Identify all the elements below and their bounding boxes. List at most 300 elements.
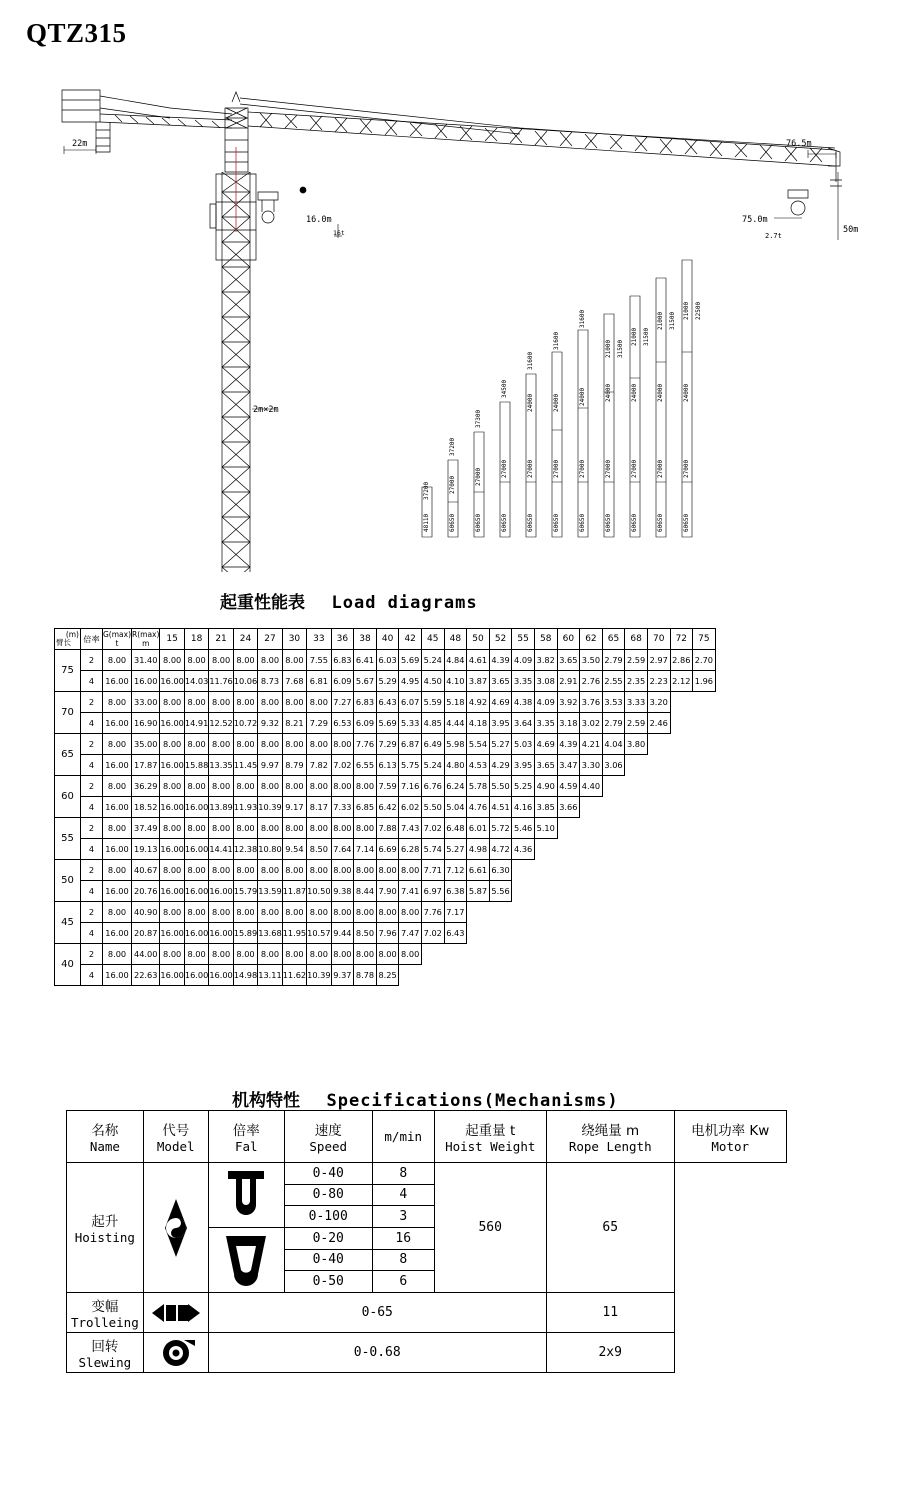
load-cell: 8.00 [209,650,233,671]
load-cell: 3.95 [489,713,512,734]
load-cell: 13.68 [258,923,282,944]
load-cell: 10.57 [307,923,331,944]
load-cell: 16.00 [209,923,233,944]
load-cell: 6.42 [376,797,399,818]
load-diagram-table [54,628,716,986]
svg-text:60650: 60650 [657,513,664,532]
load-cell: 3.76 [580,692,603,713]
load-cell: 8.00 [307,944,331,965]
header-radius: 55 [512,629,535,650]
header-radius: 50 [467,629,490,650]
load-cell: 6.41 [354,650,377,671]
load-cell: 8.00 [233,860,257,881]
header-radius: 65 [602,629,625,650]
load-cell: 15.79 [233,881,257,902]
header-unit: m/min [372,1111,434,1163]
load-cell: 8.00 [209,692,233,713]
load-cell: 3.53 [602,692,625,713]
gmax-cell: 8.00 [103,902,132,923]
svg-text:76.5m: 76.5m [786,139,812,149]
svg-text:60650: 60650 [631,513,638,532]
load-cell: 4.85 [421,713,444,734]
load-cell: 4.09 [512,650,535,671]
rmax-cell: 20.76 [132,881,160,902]
load-cell: 8.00 [258,902,282,923]
table-row [55,818,716,839]
load-cell: 8.00 [258,944,282,965]
load-cell: 5.25 [512,776,535,797]
load-cell: 6.01 [467,818,490,839]
rmax-cell: 36.29 [132,776,160,797]
load-cell: 5.87 [467,881,490,902]
svg-text:31600: 31600 [527,351,534,370]
hoist-weight: 6 [372,1271,434,1293]
load-cell: 8.00 [282,944,306,965]
gmax-cell: 16.00 [103,839,132,860]
load-cell: 7.59 [376,776,399,797]
load-cell: 4.72 [489,839,512,860]
table-row [55,881,716,902]
mech-name-hoisting: 起升 Hoisting [67,1163,144,1293]
gmax-cell: 8.00 [103,692,132,713]
svg-text:31500: 31500 [669,311,676,330]
load-cell: 10.50 [307,881,331,902]
load-cell: 8.00 [399,860,422,881]
hoist-speed: 0-50 [284,1271,372,1293]
gmax-cell: 8.00 [103,734,132,755]
load-cell: 7.55 [307,650,331,671]
header-radius: 42 [399,629,422,650]
load-cell: 8.00 [331,902,354,923]
load-cell: 9.38 [331,881,354,902]
load-cell: 8.00 [209,818,233,839]
load-cell: 6.83 [354,692,377,713]
load-cell: 8.00 [376,902,399,923]
gmax-cell: 8.00 [103,944,132,965]
load-cell: 4.39 [489,650,512,671]
load-cell: 4.16 [512,797,535,818]
load-cell: 5.29 [376,671,399,692]
load-cell: 16.00 [160,713,184,734]
load-cell: 7.43 [399,818,422,839]
load-cell: 8.00 [331,944,354,965]
gmax-cell: 16.00 [103,755,132,776]
hoist-weight: 4 [372,1184,434,1206]
load-cell: 14.91 [184,713,208,734]
load-cell: 1.96 [693,671,716,692]
load-cell: 3.47 [557,755,580,776]
fal-cell: 4 [81,797,103,818]
load-cell: 3.35 [512,671,535,692]
rmax-cell: 37.49 [132,818,160,839]
arm-length-cell: 70 [55,692,81,734]
load-cell: 7.71 [421,860,444,881]
svg-text:31600: 31600 [553,331,560,350]
load-cell: 8.00 [282,902,306,923]
load-cell: 10.39 [258,797,282,818]
load-cell: 8.79 [282,755,306,776]
load-cell: 6.83 [331,650,354,671]
load-cell: 8.00 [354,776,377,797]
svg-text:31600: 31600 [579,309,586,328]
load-cell: 5.24 [421,650,444,671]
load-cell: 4.38 [512,692,535,713]
load-cell: 11.62 [282,965,306,986]
rmax-cell: 31.40 [132,650,160,671]
rmax-cell: 20.87 [132,923,160,944]
load-cell: 16.00 [184,965,208,986]
load-cell: 8.00 [233,734,257,755]
svg-text:37200: 37200 [423,481,430,500]
load-cell: 8.00 [233,818,257,839]
header-radius: 15 [160,629,184,650]
rmax-cell: 16.90 [132,713,160,734]
load-cell: 3.87 [467,671,490,692]
load-cell: 5.72 [489,818,512,839]
header-rmax: R(max) m [132,630,160,648]
load-cell: 7.27 [331,692,354,713]
load-cell: 8.00 [307,776,331,797]
load-cell: 2.79 [602,650,625,671]
hoist-weight: 8 [372,1163,434,1185]
svg-text:27000: 27000 [475,467,482,486]
trolleying-icon [143,1293,208,1333]
load-cell: 11.45 [233,755,257,776]
load-cell: 8.00 [184,692,208,713]
header-radius: 21 [209,629,233,650]
load-cell: 8.00 [331,776,354,797]
load-cell: 6.85 [354,797,377,818]
load-cell: 6.55 [354,755,377,776]
svg-text:48110: 48110 [423,513,430,532]
load-cell: 8.00 [307,734,331,755]
load-cell: 16.00 [160,671,184,692]
rmax-cell: 35.00 [132,734,160,755]
svg-text:60650: 60650 [501,513,508,532]
svg-text:27000: 27000 [683,459,690,478]
hoist-rope-length: 560 [434,1163,546,1293]
header-radius: 52 [489,629,512,650]
mechanism-heading [232,1086,619,1111]
load-cell: 14.03 [184,671,208,692]
header-radius: 36 [331,629,354,650]
header-radius: 24 [233,629,257,650]
load-cell: 8.17 [307,797,331,818]
load-cell: 8.44 [354,881,377,902]
svg-text:24000: 24000 [527,393,534,412]
hoist-motor: 65 [546,1163,674,1293]
gmax-cell: 16.00 [103,881,132,902]
load-cell: 5.56 [489,881,512,902]
table-row [55,650,716,671]
load-cell: 8.00 [258,776,282,797]
load-diagram-table-wrap [54,628,716,986]
svg-text:60650: 60650 [605,513,612,532]
load-cell: 8.00 [331,818,354,839]
load-cell: 7.02 [421,818,444,839]
load-cell: 8.00 [282,776,306,797]
hoist-speed: 0-40 [284,1163,372,1185]
table-header-row [55,629,716,650]
load-cell: 3.18 [557,713,580,734]
load-cell: 7.76 [354,734,377,755]
load-cell: 6.03 [376,650,399,671]
fal-cell: 4 [81,755,103,776]
svg-text:60650: 60650 [579,513,586,532]
header-radius: 58 [534,629,557,650]
load-cell: 8.00 [184,734,208,755]
load-cell: 8.00 [258,650,282,671]
load-cell: 4.95 [399,671,422,692]
svg-text:31500: 31500 [617,339,624,358]
gmax-cell: 16.00 [103,797,132,818]
svg-text:27000: 27000 [553,459,560,478]
load-cell: 8.00 [307,902,331,923]
load-cell: 4.92 [467,692,490,713]
load-cell: 4.39 [557,734,580,755]
gmax-cell: 8.00 [103,818,132,839]
load-cell: 9.97 [258,755,282,776]
header-radius: 18 [184,629,208,650]
load-cell: 8.00 [209,860,233,881]
load-cell: 7.02 [421,923,444,944]
load-cell: 7.17 [444,902,467,923]
header-radius: 48 [444,629,467,650]
load-cell: 5.03 [512,734,535,755]
rmax-cell: 40.67 [132,860,160,881]
load-cell: 4.90 [534,776,557,797]
rmax-cell: 18.52 [132,797,160,818]
load-cell: 11.87 [282,881,306,902]
load-cell: 6.28 [399,839,422,860]
gmax-cell: 16.00 [103,965,132,986]
load-cell: 16.00 [160,839,184,860]
load-cell: 9.37 [331,965,354,986]
svg-text:24000: 24000 [657,383,664,402]
load-cell: 8.00 [282,818,306,839]
load-cell: 16.00 [209,881,233,902]
load-cell: 2.76 [580,671,603,692]
load-cell: 4.98 [467,839,490,860]
load-cell: 7.14 [354,839,377,860]
load-cell: 3.64 [512,713,535,734]
table-row [55,944,716,965]
load-cell: 11.76 [209,671,233,692]
load-cell: 8.00 [354,860,377,881]
arm-length-cell: 55 [55,818,81,860]
load-cell: 8.00 [209,734,233,755]
mech-name-slewing: 回转 Slewing [67,1333,144,1373]
svg-text:16t: 16t [333,229,345,237]
mech-row-hoisting-1 [67,1163,787,1185]
fal-cell: 2 [81,902,103,923]
load-cell: 8.00 [282,860,306,881]
mech-heading-en: Specifications(Mechanisms) [326,1091,619,1111]
load-cell: 7.90 [376,881,399,902]
gmax-cell: 16.00 [103,671,132,692]
load-cell: 8.00 [233,944,257,965]
load-cell: 8.00 [282,734,306,755]
fal-icon-2fall [208,1163,284,1228]
load-cell: 8.00 [258,860,282,881]
table-row [55,839,716,860]
header-radius: 72 [670,629,693,650]
load-cell: 10.39 [307,965,331,986]
gmax-cell: 16.00 [103,923,132,944]
load-cell: 11.93 [233,797,257,818]
svg-text:24000: 24000 [553,393,560,412]
fal-cell: 2 [81,860,103,881]
load-cell: 8.00 [184,818,208,839]
slewing-speed: 0-0.68 [208,1333,546,1373]
load-cell: 8.00 [258,734,282,755]
load-cell: 3.20 [647,692,670,713]
load-cell: 2.55 [602,671,625,692]
load-cell: 8.00 [282,692,306,713]
load-cell: 8.78 [354,965,377,986]
fal-icon-4fall [208,1228,284,1293]
load-cell: 11.95 [282,923,306,944]
load-cell: 5.27 [444,839,467,860]
table-row [55,692,716,713]
rmax-cell: 44.00 [132,944,160,965]
load-cell: 6.49 [421,734,444,755]
load-cell: 3.33 [625,692,648,713]
arm-length-cell: 50 [55,860,81,902]
fal-cell: 4 [81,881,103,902]
load-cell: 4.69 [534,734,557,755]
load-cell: 5.50 [421,797,444,818]
load-cell: 6.43 [444,923,467,944]
load-cell: 16.00 [160,923,184,944]
svg-text:27000: 27000 [605,459,612,478]
fal-cell: 2 [81,650,103,671]
load-cell: 6.30 [489,860,512,881]
svg-text:27000: 27000 [501,459,508,478]
load-cell: 12.52 [209,713,233,734]
load-cell: 4.53 [467,755,490,776]
table-row [55,713,716,734]
load-cell: 8.00 [331,860,354,881]
svg-text:37300: 37300 [475,409,482,428]
load-cell: 8.00 [376,860,399,881]
load-cell: 5.69 [399,650,422,671]
load-cell: 4.59 [557,776,580,797]
load-cell: 13.89 [209,797,233,818]
load-cell: 16.00 [184,881,208,902]
load-cell: 3.85 [534,797,557,818]
load-cell: 6.24 [444,776,467,797]
load-cell: 9.32 [258,713,282,734]
svg-text:24000: 24000 [683,383,690,402]
fal-cell: 2 [81,734,103,755]
load-cell: 2.79 [602,713,625,734]
load-cell: 16.00 [184,923,208,944]
table-row [55,755,716,776]
fal-cell: 4 [81,923,103,944]
fal-cell: 4 [81,965,103,986]
hoist-weight: 3 [372,1206,434,1228]
load-heading-cn: 起重性能表 [220,593,305,613]
rmax-cell: 16.00 [132,671,160,692]
table-row [55,902,716,923]
load-cell: 10.80 [258,839,282,860]
load-cell: 2.91 [557,671,580,692]
load-cell: 8.00 [209,944,233,965]
load-cell: 8.00 [233,902,257,923]
load-cell: 3.65 [534,755,557,776]
load-cell: 8.00 [354,818,377,839]
load-cell: 3.65 [557,650,580,671]
load-cell: 16.00 [184,839,208,860]
load-cell: 6.53 [331,713,354,734]
load-cell: 6.97 [421,881,444,902]
svg-text:2.7t: 2.7t [765,232,782,240]
load-cell: 8.00 [282,650,306,671]
load-cell: 8.00 [160,860,184,881]
gmax-cell: 16.00 [103,713,132,734]
svg-text:24000: 24000 [631,383,638,402]
rmax-cell: 19.13 [132,839,160,860]
header-radius: 45 [421,629,444,650]
load-cell: 14.98 [233,965,257,986]
load-cell: 6.61 [467,860,490,881]
load-cell: 8.00 [354,902,377,923]
arm-length-cell: 65 [55,734,81,776]
rmax-cell: 33.00 [132,692,160,713]
load-cell: 6.81 [307,671,331,692]
load-cell: 7.16 [399,776,422,797]
svg-text:34500: 34500 [501,379,508,398]
header-fal: 倍率 Fal [208,1111,284,1163]
mech-row-slewing [67,1333,787,1373]
load-cell: 4.40 [580,776,603,797]
svg-text:27000: 27000 [631,459,638,478]
load-cell: 8.00 [209,902,233,923]
header-name: 名称 Name [67,1111,144,1163]
mech-header-row [67,1111,787,1163]
load-cell: 8.00 [160,776,184,797]
svg-text:60650: 60650 [683,513,690,532]
load-cell: 10.72 [233,713,257,734]
load-cell: 16.00 [160,755,184,776]
load-cell: 5.46 [512,818,535,839]
load-cell: 3.35 [534,713,557,734]
page-title: QTZ315 [26,18,127,48]
load-cell: 7.47 [399,923,422,944]
load-cell: 8.00 [160,692,184,713]
load-cell: 8.00 [258,692,282,713]
load-cell: 3.92 [557,692,580,713]
header-radius: 68 [625,629,648,650]
svg-text:27000: 27000 [657,459,664,478]
load-cell: 6.76 [421,776,444,797]
load-cell: 4.21 [580,734,603,755]
load-cell: 4.10 [444,671,467,692]
load-cell: 5.59 [421,692,444,713]
load-cell: 2.86 [670,650,693,671]
load-cell: 7.82 [307,755,331,776]
rmax-cell: 17.87 [132,755,160,776]
header-model: 代号 Model [143,1111,208,1163]
load-cell: 8.00 [160,650,184,671]
load-cell: 4.44 [444,713,467,734]
header-radius: 60 [557,629,580,650]
load-cell: 8.50 [354,923,377,944]
load-cell: 4.36 [512,839,535,860]
arm-length-cell: 45 [55,902,81,944]
header-rope-length: 绕绳量 m Rope Length [546,1111,674,1163]
